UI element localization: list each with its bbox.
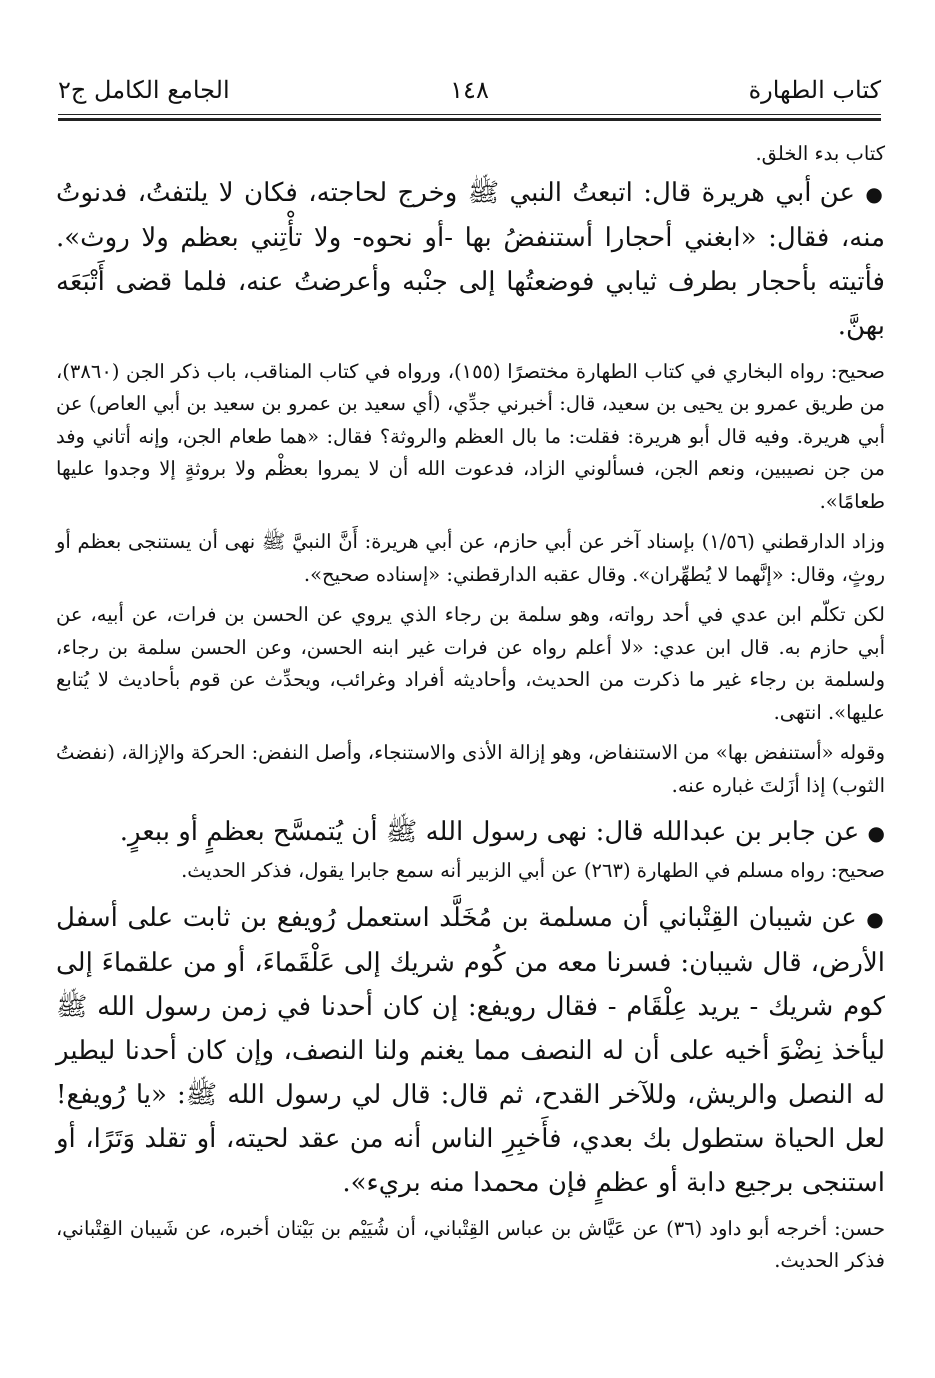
note-paragraph: وقوله «أستنفض بها» من الاستنفاض، وهو إزالة الأذى والاستنجاء، وأصل النفض: الحركة والإزالة، (نفضتُ الثوب) إذا أزَلتَ غباره عنه. [56,741,885,797]
note-paragraph: حسن: أخرجه أبو داود (٣٦) عن عَيَّاش بن عباس القِتْباني، أن شُيَيْم بن بَيْتان أخبره، عن شَيبان القِتْباني، فذكر الحديث. [56,1216,885,1272]
header-rule-thin [58,114,881,115]
hadith-paragraph [56,810,885,855]
bullet-icon: ● [865,181,886,206]
note-paragraph: كتاب بدء الخلق. [755,142,885,165]
hadith-text: عن شيبان القِتْباني أن مسلمة بن مُخَلَّد استعمل رُويفع بن ثابت على أسفل الأرض، قال شيبان: فسرنا معه من كُوم شريك إلى عَلْقَماءَ، أو من علقماءَ إلى كوم شريك - يريد عِلْقَام - فقال رويفع: إن كان أحدنا في زمن رسول الله ﷺ ليأخذ نِضْوَ أخيه على أن له النصف مما يغنم ولنا النصف، وإن كان أحدنا ليطير له النصل والريش، وللآخر القدح، ثم قال: قال لي رسول الله ﷺ: «يا رُويفع! لعل الحياة ستطول بك بعدي، فأَخبِرِ الناس أنه من عقد لحيته، أو تقلد وَتَرًا، أو استنجى برجيع دابة أو عظمٍ فإن محمدا منه بريء». [56,902,885,1198]
note-paragraph: صحيح: رواه مسلم في الطهارة (٢٦٣) عن أبي الزبير أنه سمع جابرا يقول، فذكر الحديث. [181,859,885,882]
hadith-text: عن أبي هريرة قال: اتبعتُ النبي ﷺ وخرج لحاجته، فكان لا يلتفتُ، فدنوتُ منه، فقال: «ابغني أحجارا أستنفضُ بها -أو نحوه- ولا تأْتِني بعظم ولا روث». فأتيته بأحجار بطرف ثيابي فوضعتُها إلى جنْبه وأعرضتُ عنه، فلما قضى أَتْبَعَه بهنَّ. [56,177,885,341]
bullet-icon: ● [867,821,885,845]
book-title: الجامع الكامل ج٢ [58,76,230,104]
chapter-title: كتاب الطهارة [748,76,881,104]
page-number: ١٤٨ [450,76,489,104]
note-paragraph: صحيح: رواه البخاري في كتاب الطهارة مختصرًا (١٥٥)، ورواه في كتاب المناقب، باب ذكر الجن (٣٨٦٠)، من طريق عمرو بن يحيى بن سعيد، قال: أخبرني جدِّي، (أي سعيد بن عمرو بن سعيد بن أبي العاص) عن أبي هريرة. وفيه قال أبو هريرة: فقلت: ما بال العظم والروثة؟ فقال: «هما طعام الجن، وإنه أتاني وفد من جن نصيبين، ونعم الجن، فسألوني الزاد، فدعوت الله أن لا يمروا بعظْم ولا بروثةٍ إلا وجدوا عليها طعامًا». [56,359,885,513]
note-paragraph: لكن تكلّم ابن عدي في أحد رواته، وهو سلمة بن رجاء الذي يروي عن الحسن بن فرات، عن أبيه، عن أبي حازم به. قال ابن عدي: «لا أعلم رواه عن فرات غير ابنه الحسن، وعن الحسن سلمة بن رجاء، ولسلمة بن رجاء غير ما ذكرت من الحديث، وأحاديثه أفراد وغرائب، ويحدِّث عن قوم بأحاديث لا يُتابع عليها». انتهى. [56,603,885,724]
note-paragraph: وزاد الدارقطني (١/٥٦) بإسناد آخر عن أبي حازم، عن أبي هريرة: أَنَّ النبيَّ ﷺ نهى أن يستنجى بعظم أو روثٍ، وقال: «إنَّهما لا يُطهِّران». وقال عقبه الدارقطني: «إسناده صحيح». [56,530,885,586]
running-header [58,72,881,112]
page-body [56,138,885,1278]
header-rule-thick [58,118,881,121]
hadith-paragraph [56,896,885,1205]
hadith-text: عن جابر بن عبدالله قال: نهى رسول الله ﷺ أن يُتمسَّح بعظمٍ أو ببعرٍ. [119,817,860,847]
hadith-paragraph [56,171,885,348]
bullet-icon: ● [866,906,886,931]
